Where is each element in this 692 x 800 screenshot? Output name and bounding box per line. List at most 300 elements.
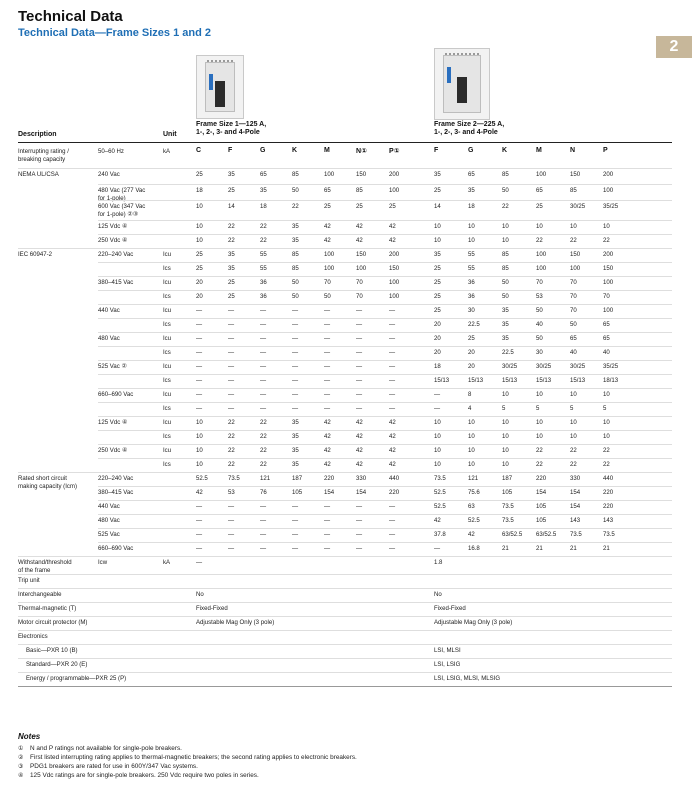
row-divider	[98, 458, 672, 459]
rating-cell: 18	[260, 203, 267, 210]
rating-cell: —	[292, 517, 299, 524]
rating-cell: 25	[389, 203, 396, 210]
rating-cell: 40	[570, 349, 577, 356]
rating-cell: 40	[603, 349, 610, 356]
row-divider	[98, 304, 672, 305]
rating-class-header: M	[324, 147, 330, 154]
rating-cell: 42	[389, 433, 396, 440]
rating-cell: 50	[570, 321, 577, 328]
rating-cell: 55	[260, 265, 267, 272]
rating-cell: 10	[196, 447, 203, 454]
rating-cell: —	[434, 405, 441, 412]
rating-cell: 36	[468, 293, 475, 300]
rating-cell: 42	[356, 223, 363, 230]
rating-cell: —	[196, 503, 203, 510]
rating-cell: 70	[356, 293, 363, 300]
rating-cell: 10	[196, 237, 203, 244]
row-description: breaking capacity	[18, 155, 66, 163]
row-unit: Icu	[163, 279, 172, 286]
rating-cell: —	[292, 377, 299, 384]
rating-cell: 42	[389, 419, 396, 426]
rating-cell: 50	[292, 187, 299, 194]
note-item	[18, 772, 259, 780]
frame1-value: Adjustable Mag Only (3 pole)	[196, 619, 275, 626]
rating-cell: —	[389, 307, 396, 314]
breaker-label	[209, 74, 213, 90]
row-divider	[98, 374, 672, 375]
rating-cell: —	[324, 405, 331, 412]
rating-cell: 25	[468, 335, 475, 342]
rating-cell: 50	[536, 335, 543, 342]
row-unit: Ics	[163, 433, 171, 440]
rating-cell: 55	[468, 251, 475, 258]
rating-cell: 8	[468, 391, 472, 398]
rating-cell: 85	[570, 187, 577, 194]
row-condition: 660–690 Vac	[98, 391, 134, 398]
rating-cell: —	[389, 517, 396, 524]
rating-cell: 440	[603, 475, 614, 482]
rating-cell: —	[260, 349, 267, 356]
row-condition: 660–690 Vac	[98, 545, 134, 552]
rating-cell: 100	[389, 187, 400, 194]
rating-cell: 154	[356, 489, 367, 496]
rating-cell: 70	[570, 279, 577, 286]
row-unit: Icu	[163, 307, 172, 314]
rating-cell: 22	[260, 461, 267, 468]
rating-cell: 10	[468, 223, 475, 230]
rating-cell: 65	[324, 187, 331, 194]
rating-cell: 25	[196, 251, 203, 258]
rating-cell: 105	[536, 517, 547, 524]
rating-cell: 100	[570, 265, 581, 272]
rating-cell: 35	[228, 265, 235, 272]
frame2-value: LSI, MLSI	[434, 647, 461, 654]
rating-cell: 150	[389, 265, 400, 272]
row-divider	[98, 500, 672, 501]
rating-cell: 35	[502, 307, 509, 314]
rating-cell: 30	[536, 349, 543, 356]
rating-cell: —	[324, 545, 331, 552]
rating-cell: 15/13	[434, 377, 450, 384]
rating-cell: 65	[468, 171, 475, 178]
rating-cell: —	[389, 335, 396, 342]
rating-cell: 330	[356, 475, 367, 482]
rating-cell: 85	[292, 265, 299, 272]
rating-cell: 65	[570, 335, 577, 342]
rating-cell: 20	[468, 349, 475, 356]
rating-cell: 35	[292, 447, 299, 454]
rating-cell: —	[356, 531, 363, 538]
rating-cell: 10	[502, 391, 509, 398]
rating-cell: 73.5	[502, 517, 514, 524]
rating-cell: 22	[228, 223, 235, 230]
rating-cell: 35	[292, 419, 299, 426]
rating-cell: 25	[536, 203, 543, 210]
row-condition: 600 Vac (347 Vac	[98, 203, 146, 210]
rating-cell: 70	[603, 293, 610, 300]
rating-cell: 22	[570, 447, 577, 454]
row-description: Rated short circuit	[18, 475, 67, 482]
rating-cell: 10	[570, 391, 577, 398]
rating-cell: 10	[603, 433, 610, 440]
rating-cell: 35	[502, 335, 509, 342]
rating-cell: 55	[468, 265, 475, 272]
rating-class-header: N	[570, 147, 576, 154]
rating-cell: 42	[389, 461, 396, 468]
row-divider	[18, 616, 672, 617]
rating-cell: 42	[434, 517, 441, 524]
rating-cell: 15/13	[468, 377, 484, 384]
rating-cell: 10	[434, 419, 441, 426]
row-unit: Ics	[163, 405, 171, 412]
notes-title: Notes	[18, 732, 41, 741]
rating-cell: 10	[196, 223, 203, 230]
rating-cell: 10	[603, 223, 610, 230]
rating-cell: 63/52.5	[536, 531, 557, 538]
row-condition: 220–240 Vac	[98, 251, 134, 258]
row-divider	[18, 672, 672, 673]
rating-cell: —	[196, 321, 203, 328]
rating-cell: 35	[228, 171, 235, 178]
rating-cell: 52.5	[434, 489, 446, 496]
rating-cell: —	[260, 391, 267, 398]
rating-cell: 15/13	[570, 377, 586, 384]
note-item	[18, 763, 198, 771]
rating-cell: 50	[536, 307, 543, 314]
rating-cell: 85	[502, 251, 509, 258]
rating-cell: 22	[536, 461, 543, 468]
rating-cell: 22	[228, 237, 235, 244]
rating-cell: 70	[356, 279, 363, 286]
rating-cell: —	[324, 321, 331, 328]
rating-cell: 10	[434, 461, 441, 468]
rating-cell: —	[389, 545, 396, 552]
rating-cell: 22	[260, 237, 267, 244]
rating-cell: —	[196, 349, 203, 356]
rating-cell: 25	[196, 171, 203, 178]
rating-cell: 30/25	[536, 363, 552, 370]
row-divider	[18, 644, 672, 645]
rating-cell: 220	[389, 489, 400, 496]
rating-cell: 100	[324, 251, 335, 258]
note-text: 125 Vdc ratings are for single-pole breakers. 250 Vdc require two poles in series.	[30, 772, 259, 779]
rating-cell: 18	[434, 363, 441, 370]
row-divider	[98, 486, 672, 487]
rating-cell: 25	[228, 279, 235, 286]
rating-cell: 73.5	[434, 475, 446, 482]
rating-cell: 35	[292, 433, 299, 440]
row-divider	[98, 220, 672, 221]
rating-cell: —	[196, 517, 203, 524]
rating-cell: 25	[434, 187, 441, 194]
note-marker: ①	[18, 746, 24, 752]
rating-cell: —	[196, 391, 203, 398]
page-title: Technical Data	[18, 8, 123, 25]
rating-cell: —	[292, 531, 299, 538]
unit-column-header: Unit	[163, 131, 177, 138]
rating-cell: 150	[603, 265, 614, 272]
row-condition: 525 Vac	[98, 531, 120, 538]
row-unit: kA	[163, 148, 171, 155]
note-text: N and P ratings not available for single-pole breakers.	[30, 745, 182, 752]
rating-cell: 21	[603, 545, 610, 552]
row-condition: 240 Vac	[98, 171, 120, 178]
rating-cell: —	[260, 307, 267, 314]
rating-cell: 440	[389, 475, 400, 482]
frame2-value: Adjustable Mag Only (3 pole)	[434, 619, 513, 626]
rating-cell: 35	[502, 321, 509, 328]
rating-cell: 100	[324, 171, 335, 178]
rating-cell: 22	[228, 433, 235, 440]
rating-class-header: K	[292, 147, 298, 154]
rating-cell: 22	[570, 237, 577, 244]
rating-cell: 55	[260, 251, 267, 258]
rating-cell: 100	[536, 251, 547, 258]
rating-cell: —	[196, 531, 203, 538]
row-divider	[18, 168, 672, 169]
rating-cell: 65	[603, 335, 610, 342]
rating-cell: —	[196, 405, 203, 412]
rating-cell: 42	[324, 419, 331, 426]
rating-cell: 22	[260, 433, 267, 440]
row-description: Withstand/threshold	[18, 559, 72, 566]
row-condition: 50–60 Hz	[98, 148, 124, 155]
rating-cell: —	[260, 321, 267, 328]
breaker-screws	[207, 60, 233, 68]
rating-cell: 35	[434, 171, 441, 178]
rating-cell: 10	[570, 223, 577, 230]
row-divider	[18, 574, 672, 575]
rating-cell: 22	[228, 447, 235, 454]
row-divider	[98, 402, 672, 403]
rating-cell: 37.8	[434, 531, 446, 538]
rating-cell: 65	[536, 187, 543, 194]
rating-cell: —	[228, 391, 235, 398]
rating-cell: —	[260, 335, 267, 342]
rating-cell: 42	[389, 237, 396, 244]
rating-cell: 10	[536, 433, 543, 440]
rating-cell: —	[292, 503, 299, 510]
row-condition: 440 Vac	[98, 307, 120, 314]
row-unit: Icu	[163, 251, 172, 258]
frame1-value: —	[196, 559, 203, 566]
row-divider	[98, 542, 672, 543]
rating-cell: 50	[292, 279, 299, 286]
rating-cell: 5	[536, 405, 540, 412]
rating-cell: 30	[468, 307, 475, 314]
rating-cell: 30/25	[502, 363, 518, 370]
frame2-heading-line2: 1-, 2-, 3- and 4-Pole	[434, 129, 498, 136]
row-divider	[98, 360, 672, 361]
rating-cell: 52.5	[434, 503, 446, 510]
rating-cell: —	[324, 307, 331, 314]
rating-cell: 53	[536, 293, 543, 300]
rating-cell: 35	[434, 251, 441, 258]
note-text: PDG1 breakers are rated for use in 600Y/347 Vac systems.	[30, 763, 198, 770]
rating-cell: —	[324, 363, 331, 370]
rating-cell: 220	[603, 489, 614, 496]
rating-cell: 42	[356, 461, 363, 468]
row-divider	[18, 248, 672, 249]
rating-cell: 150	[570, 251, 581, 258]
rating-cell: 200	[603, 251, 614, 258]
rating-class-header: F	[228, 147, 233, 154]
rating-class-header: N①	[356, 148, 367, 155]
rating-cell: 143	[603, 517, 614, 524]
rating-cell: —	[324, 517, 331, 524]
rating-cell: 10	[434, 223, 441, 230]
rating-cell: —	[228, 531, 235, 538]
frame2-product-image	[434, 48, 490, 120]
rating-cell: —	[356, 335, 363, 342]
rating-cell: —	[389, 377, 396, 384]
rating-cell: 53	[228, 489, 235, 496]
row-description: Thermal-magnetic (T)	[18, 605, 77, 612]
rating-cell: 63/52.5	[502, 531, 523, 538]
row-unit: Ics	[163, 349, 171, 356]
rating-cell: 10	[603, 419, 610, 426]
rating-cell: 14	[434, 203, 441, 210]
row-condition: 220–240 Vac	[98, 475, 134, 482]
rating-cell: 100	[356, 265, 367, 272]
rating-cell: 4	[468, 405, 472, 412]
row-description: Basic—PXR 10 (B)	[26, 647, 78, 654]
row-description: Trip unit	[18, 577, 40, 584]
row-divider	[18, 588, 672, 589]
row-condition: 480 Vac	[98, 517, 120, 524]
rating-cell: 21	[570, 545, 577, 552]
rating-class-header: P①	[389, 148, 400, 155]
rating-cell: 42	[356, 419, 363, 426]
breaker-handle	[457, 77, 467, 103]
row-condition: 250 Vdc ④	[98, 447, 128, 454]
rating-cell: 22	[228, 461, 235, 468]
rating-cell: 10	[536, 419, 543, 426]
row-divider	[98, 430, 672, 431]
rating-cell: 20	[196, 279, 203, 286]
rating-cell: 10	[468, 433, 475, 440]
frame1-value: Fixed-Fixed	[196, 605, 228, 612]
rating-cell: —	[356, 363, 363, 370]
rating-cell: 10	[570, 433, 577, 440]
rating-class-header: K	[502, 147, 508, 154]
rating-cell: 10	[570, 419, 577, 426]
row-divider	[98, 346, 672, 347]
rating-class-header: G	[468, 147, 474, 154]
rating-cell: 10	[536, 391, 543, 398]
row-unit: Ics	[163, 377, 171, 384]
rating-cell: 36	[260, 293, 267, 300]
frame2-value: LSI, LSIG	[434, 661, 461, 668]
rating-cell: 100	[536, 171, 547, 178]
rating-cell: —	[356, 545, 363, 552]
rating-cell: 42	[196, 489, 203, 496]
rating-cell: —	[228, 349, 235, 356]
rating-cell: 25	[324, 203, 331, 210]
row-divider	[18, 658, 672, 659]
row-description: Interchangeable	[18, 591, 62, 598]
rating-cell: 105	[502, 489, 513, 496]
rating-cell: —	[228, 377, 235, 384]
rating-cell: —	[228, 335, 235, 342]
rating-cell: —	[356, 503, 363, 510]
row-unit: Icu	[163, 363, 172, 370]
rating-cell: 154	[324, 489, 335, 496]
rating-cell: 18	[468, 203, 475, 210]
row-condition: 380–415 Vac	[98, 279, 134, 286]
rating-cell: 22	[536, 237, 543, 244]
row-unit: Icu	[163, 447, 172, 454]
rating-cell: 85	[292, 171, 299, 178]
rating-cell: 15/13	[502, 377, 518, 384]
rating-cell: 25	[228, 293, 235, 300]
rating-cell: 20	[468, 363, 475, 370]
row-divider	[98, 416, 672, 417]
rating-cell: 25	[356, 203, 363, 210]
rating-cell: —	[389, 391, 396, 398]
rating-cell: 35	[292, 461, 299, 468]
rating-cell: 73.5	[570, 531, 582, 538]
rating-cell: —	[356, 377, 363, 384]
row-description: Interrupting rating /	[18, 148, 69, 155]
frame1-heading-line1: Frame Size 1—125 A,	[196, 121, 267, 128]
rating-cell: —	[260, 503, 267, 510]
rating-cell: 100	[389, 293, 400, 300]
rating-cell: —	[260, 517, 267, 524]
rating-cell: 42	[468, 531, 475, 538]
rating-cell: —	[228, 503, 235, 510]
rating-cell: —	[196, 307, 203, 314]
rating-cell: 42	[324, 461, 331, 468]
rating-cell: 42	[356, 433, 363, 440]
rating-cell: 70	[570, 307, 577, 314]
row-condition: 380–415 Vac	[98, 489, 134, 496]
row-unit: Ics	[163, 265, 171, 272]
rating-cell: 30/25	[570, 203, 586, 210]
rating-cell: 5	[570, 405, 574, 412]
rating-cell: —	[356, 517, 363, 524]
rating-cell: 35/25	[603, 203, 619, 210]
rating-cell: —	[292, 307, 299, 314]
rating-cell: 20	[196, 293, 203, 300]
rating-cell: 85	[292, 251, 299, 258]
row-description: of the frame	[18, 566, 51, 574]
rating-cell: 100	[389, 279, 400, 286]
frame2-value: LSI, LSIG, MLSI, MLSIG	[434, 675, 501, 682]
rating-cell: —	[196, 363, 203, 370]
rating-cell: —	[324, 391, 331, 398]
rating-cell: 25	[434, 265, 441, 272]
rating-cell: 10	[502, 237, 509, 244]
rating-cell: 200	[389, 171, 400, 178]
rating-cell: 100	[603, 307, 614, 314]
rating-cell: 16.8	[468, 545, 480, 552]
rating-cell: 25	[434, 293, 441, 300]
rating-cell: —	[389, 363, 396, 370]
rating-cell: 22	[570, 461, 577, 468]
rating-cell: —	[260, 545, 267, 552]
rating-cell: 10	[468, 419, 475, 426]
row-divider	[98, 290, 672, 291]
row-condition: 440 Vac	[98, 503, 120, 510]
rating-cell: —	[292, 391, 299, 398]
rating-cell: 65	[260, 171, 267, 178]
rating-cell: —	[389, 405, 396, 412]
rating-cell: —	[292, 363, 299, 370]
rating-cell: —	[196, 545, 203, 552]
rating-cell: 40	[536, 321, 543, 328]
rating-cell: —	[196, 377, 203, 384]
